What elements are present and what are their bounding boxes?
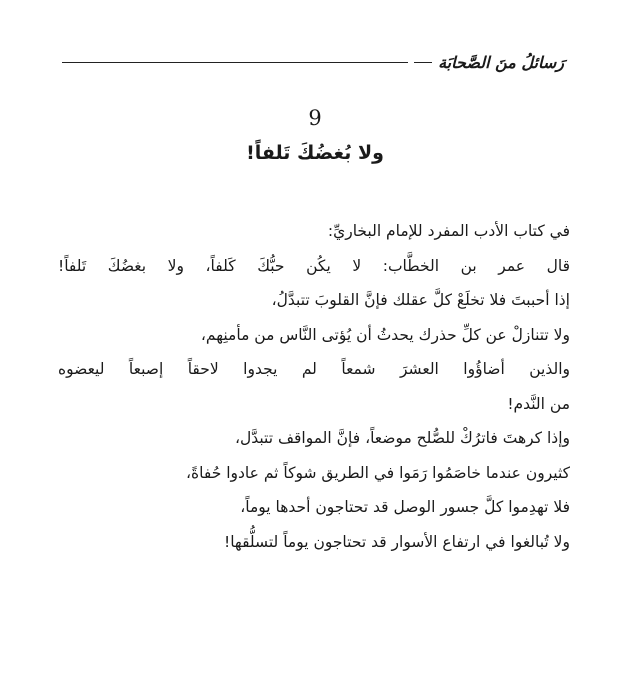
text-line: في كتاب الأدب المفرد للإمام البخاريِّ: (327, 222, 570, 240)
text-line: كثيرون عندما خاصَمُوا رَمَوا في الطريق شوكاً ثم عادوا حُفاةً، (186, 463, 570, 482)
text-line: إذا أحببتَ فلا تخلَعْ كلَّ عقلك فإنَّ القلوبَ تتبدَّلُ، (271, 291, 570, 309)
running-header (62, 50, 564, 74)
header-rule (62, 62, 408, 63)
text-line: من النَّدم! (507, 394, 570, 413)
running-header-title: رَسائلُ منَ الصَّحابَة (438, 52, 564, 72)
chapter-number: 9 (308, 106, 322, 130)
text-line: قال عمر بن الخطَّاب: لا يكُن حبُّكَ كَلفاً، ولا بغضُكَ تَلفاً! (58, 256, 570, 275)
text-line: والذين أضاؤُوا العشرَ شمعاً لم يجدوا لاحقاً إصبعاً ليعضوه (58, 360, 570, 378)
text-line: فلا تهدِموا كلَّ جسور الوصل قد تحتاجون أحدها يوماً، (240, 498, 570, 516)
body-text (58, 214, 570, 559)
text-line: ولا تتنازلْ عن كلِّ حذرك يحدثُ أن يُؤتى النَّاس من مأمنِهم، (200, 325, 570, 344)
text-line: ولا تُبالغوا في ارتفاع الأسوار قد تحتاجون يوماً لتسلُّقها! (223, 532, 570, 551)
text-line: وإذا كرهتَ فاترُكْ للصُّلح موضعاً، فإنَّ المواقف تتبدَّل، (234, 429, 570, 447)
chapter-title: ولا بُغضُكَ تَلفاً! (246, 142, 384, 164)
header-dash-rule (414, 62, 432, 63)
